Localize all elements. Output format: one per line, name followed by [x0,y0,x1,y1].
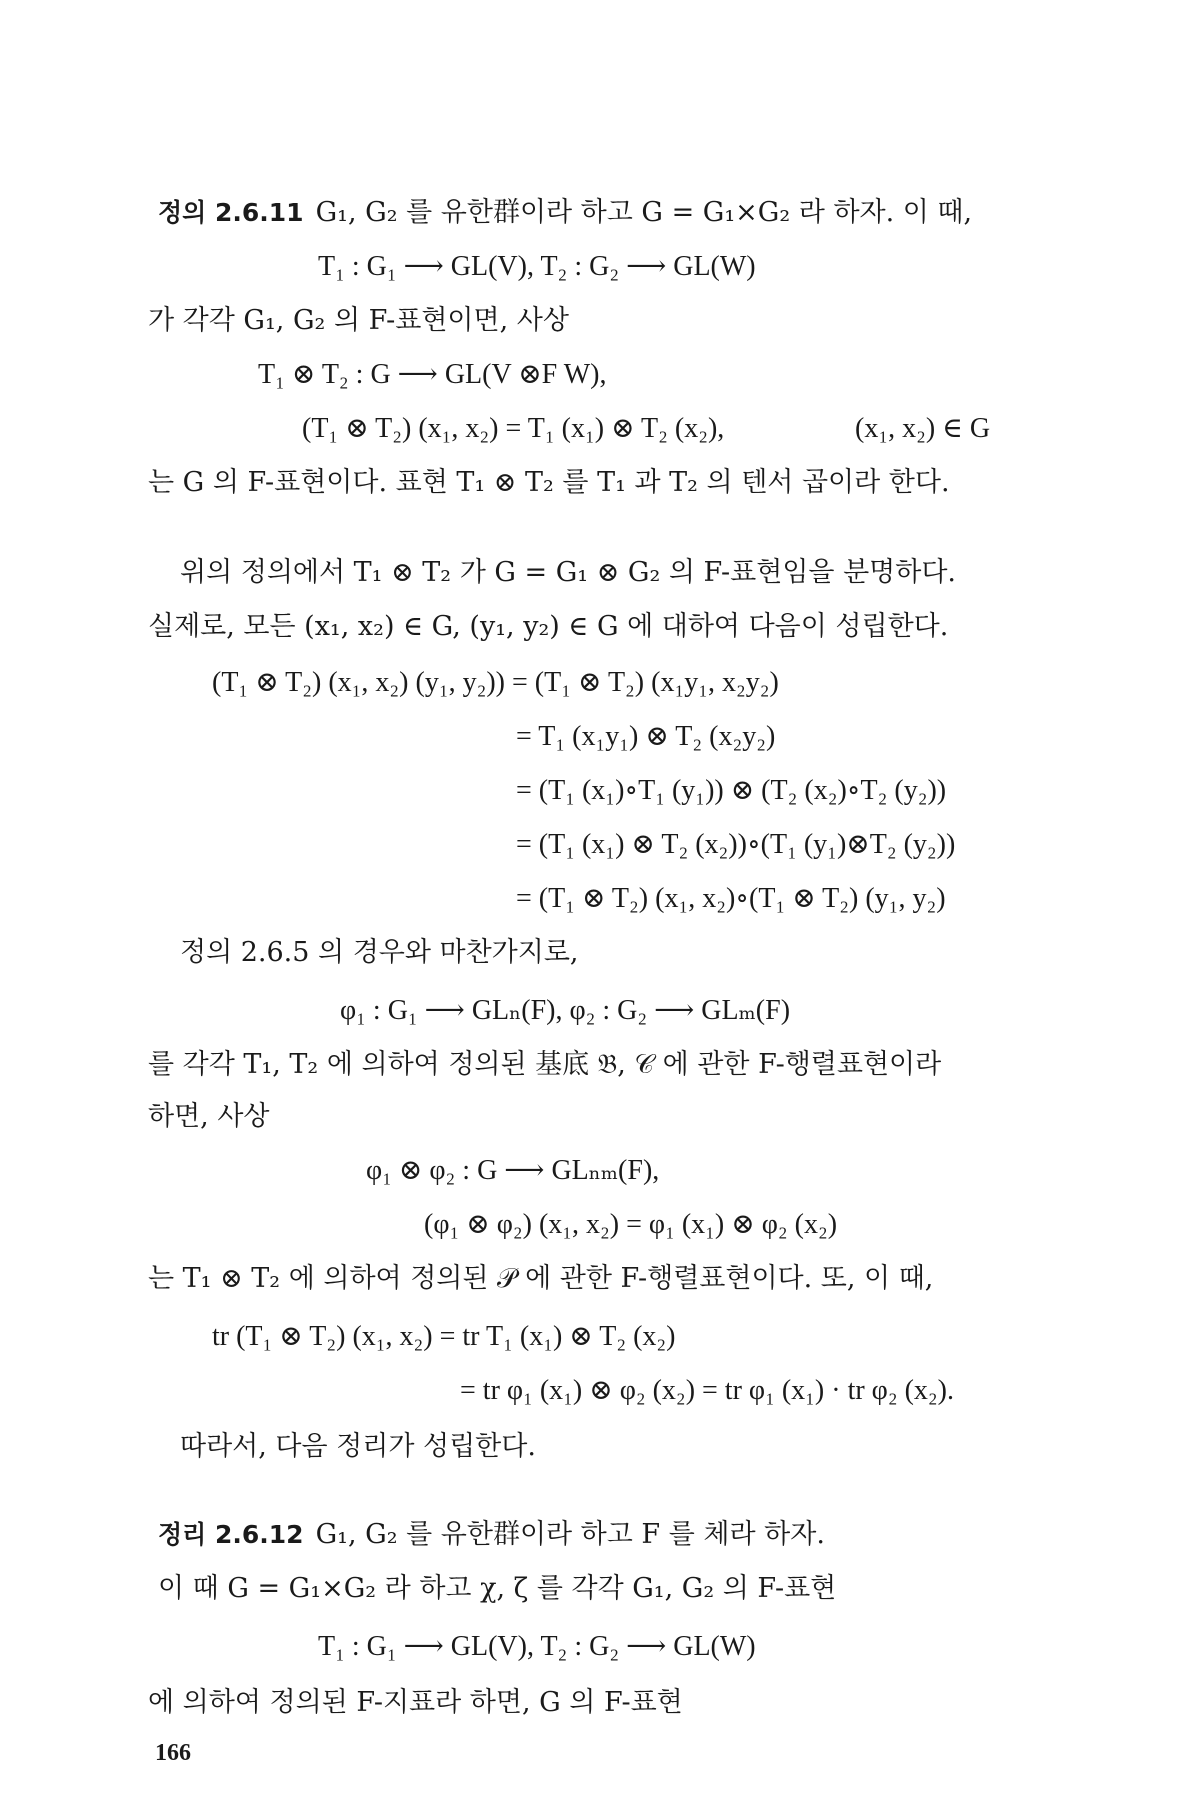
definition-label: 정의 2.6.11 [158,198,304,227]
text-line: 이 때 G = G₁×G₂ 라 하고 χ, ζ 를 각각 G₁, G₂ 의 F-표현 [158,1573,837,1604]
equation: (φ₁ ⊗ φ₂) (x₁, x₂) = φ₁ (x₁) ⊗ φ₂ (x₂) [424,1209,838,1240]
text-line: 는 T₁ ⊗ T₂ 에 의하여 정의된 𝒫 에 관한 F-행렬표현이다. 또, 이 때, [148,1263,934,1294]
text-line: 따라서, 다음 정리가 성립한다. [180,1431,536,1462]
text-line: 위의 정의에서 T₁ ⊗ T₂ 가 G = G₁ ⊗ G₂ 의 F-표현임을 분명하다. [180,557,956,588]
equation-row: = (T₁ ⊗ T₂) (x₁, x₂)∘(T₁ ⊗ T₂) (y₁, y₂) [516,883,946,914]
equation-condition: (x₁, x₂) ∈ G [855,413,991,444]
equation: T₁ ⊗ T₂ : G ⟶ GL(V ⊗F W), [258,359,607,390]
definition-text: G₁, G₂ 를 유한群이라 하고 G = G₁×G₂ 라 하자. 이 때, [315,197,973,228]
text-line: 가 각각 G₁, G₂ 의 F-표현이면, 사상 [148,305,569,336]
equation-row: = (T₁ (x₁)∘T₁ (y₁)) ⊗ (T₂ (x₂)∘T₂ (y₂)) [516,775,947,806]
text-line: 를 각각 T₁, T₂ 에 의하여 정의된 基底 𝔅, 𝒞 에 관한 F-행렬표현이라 [148,1049,942,1080]
equation: T₁ : G₁ ⟶ GL(V), T₂ : G₂ ⟶ GL(W) [318,251,756,282]
equation-row: (T₁ ⊗ T₂) (x₁, x₂) (y₁, y₂)) = (T₁ ⊗ T₂) (x₁y₁, x₂y₂) [212,667,779,698]
equation: φ₁ ⊗ φ₂ : G ⟶ GLₙₘ(F), [366,1155,660,1186]
theorem-2-6-12-line1 [158,1518,825,1552]
equation-row: = T₁ (x₁y₁) ⊗ T₂ (x₂y₂) [516,721,776,752]
equation: = tr φ₁ (x₁) ⊗ φ₂ (x₂) = tr φ₁ (x₁) · tr φ₂ (x₂). [460,1375,955,1406]
text-line: 는 G 의 F-표현이다. 표현 T₁ ⊗ T₂ 를 T₁ 과 T₂ 의 텐서 곱이라 한다. [148,467,950,498]
text-line: 에 의하여 정의된 F-지표라 하면, G 의 F-표현 [148,1687,683,1718]
page-number: 166 [155,1740,191,1766]
equation: φ₁ : G₁ ⟶ GLₙ(F), φ₂ : G₂ ⟶ GLₘ(F) [340,995,791,1026]
equation-row: = (T₁ (x₁) ⊗ T₂ (x₂))∘(T₁ (y₁)⊗T₂ (y₂)) [516,829,956,860]
equation: T₁ : G₁ ⟶ GL(V), T₂ : G₂ ⟶ GL(W) [318,1631,756,1662]
text-line: 정의 2.6.5 의 경우와 마찬가지로, [180,937,579,968]
definition-2-6-11-line1 [158,196,972,230]
equation: (T₁ ⊗ T₂) (x₁, x₂) = T₁ (x₁) ⊗ T₂ (x₂), [302,413,725,444]
text-line: 실제로, 모든 (x₁, x₂) ∈ G, (y₁, y₂) ∈ G 에 대하여 다음이 성립한다. [148,611,949,642]
text-line: 하면, 사상 [148,1101,270,1132]
theorem-text: G₁, G₂ 를 유한群이라 하고 F 를 체라 하자. [315,1519,825,1550]
theorem-label: 정리 2.6.12 [158,1520,304,1549]
equation: tr (T₁ ⊗ T₂) (x₁, x₂) = tr T₁ (x₁) ⊗ T₂ (x₂) [212,1321,676,1352]
